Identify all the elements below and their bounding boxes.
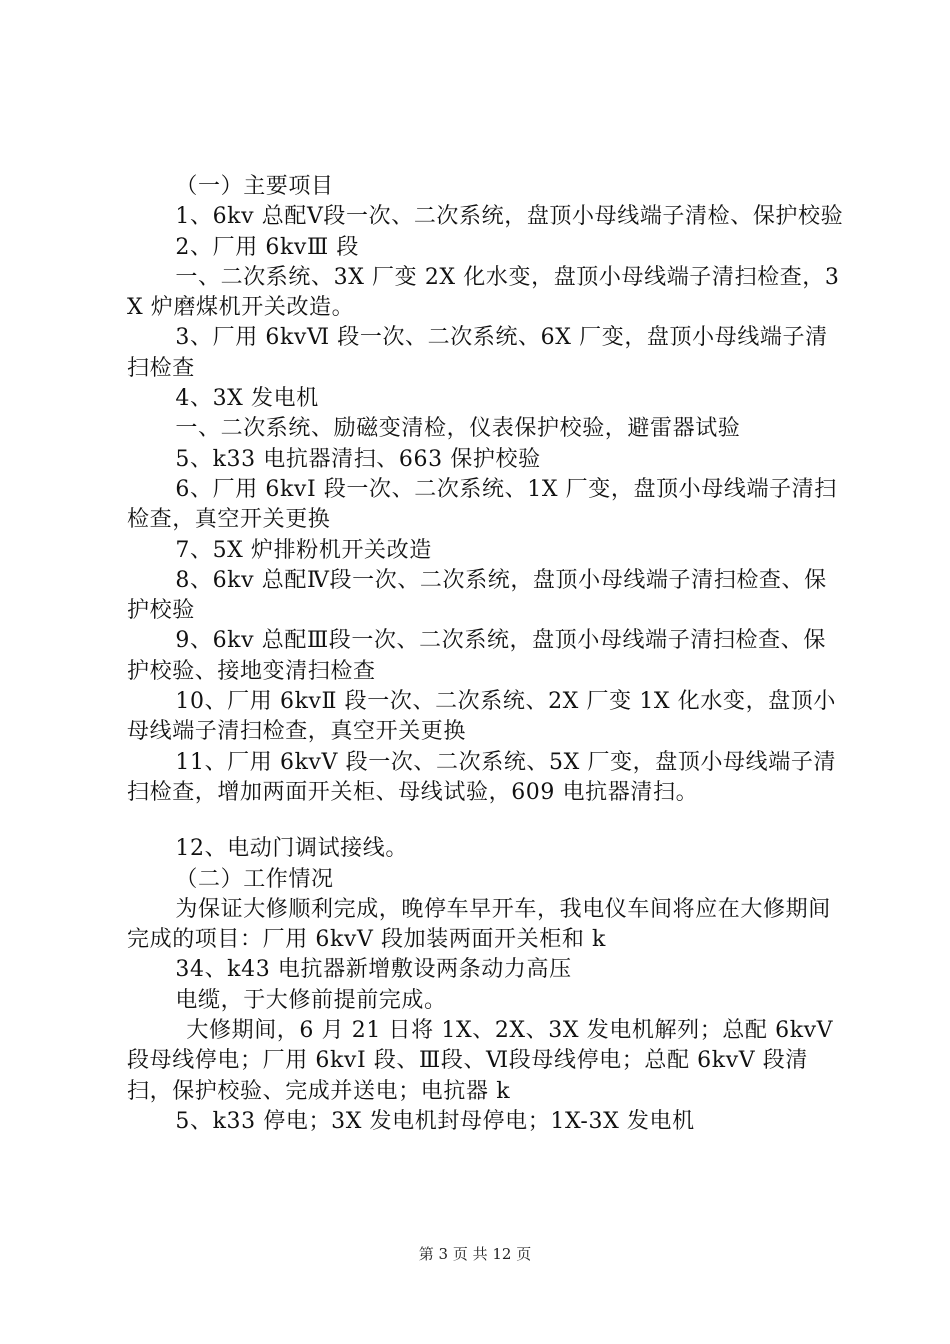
- item-1: 1、6kv 总配Ⅴ段一次、二次系统，盘顶小母线端子清检、保护校验: [175, 204, 844, 230]
- section-heading-main-items: （一）主要项目: [175, 174, 334, 199]
- item-10: 10、厂用 6kvⅡ 段一次、二次系统、2X 厂变 1X 化水变，盘顶小母线端子清扫检查，真空开关更换: [127, 689, 836, 745]
- item-5: 5、k33 电抗器清扫、663 保护校验: [175, 446, 541, 472]
- item-9: 9、6kv 总配Ⅲ段一次、二次系统，盘顶小母线端子清扫检查、保护校验、接地变清扫检查: [127, 628, 826, 684]
- item-6: 6、厂用 6kvⅠ 段一次、二次系统、1X 厂变，盘顶小母线端子清扫检查，真空开关更换: [127, 476, 837, 533]
- paragraph-gap: [127, 808, 847, 834]
- document-body: [127, 172, 847, 1137]
- item-2-detail: 一、二次系统、3X 厂变 2X 化水变，盘顶小母线端子清扫检查，3X 炉磨煤机开关改造。: [127, 264, 840, 321]
- item-12: 12、电动门调试接线。: [175, 836, 408, 862]
- item-8: 8、6kv 总配Ⅳ段一次、二次系统，盘顶小母线端子清扫检查、保护校验: [127, 567, 827, 624]
- work-status-paragraph-4: 大修期间，6 月 21 日将 1X、2X、3X 发电机解列；总配 6kvⅤ 段母线停电；厂用 6kvⅠ 段、Ⅲ段、Ⅵ段母线停电；总配 6kvⅤ 段清扫，保护校验、完成并送电；电抗器 k: [127, 1018, 834, 1104]
- work-status-paragraph-3: 电缆，于大修前提前完成。: [175, 987, 447, 1013]
- item-4-detail: 一、二次系统、励磁变清检，仪表保护校验，避雷器试验: [175, 416, 741, 442]
- work-status-paragraph-1: 为保证大修顺利完成，晚停车早开车，我电仪车间将应在大修期间完成的项目：厂用 6kvⅤ 段加装两面开关柜和 k: [127, 896, 831, 953]
- work-status-paragraph-5: 5、k33 停电；3X 发电机封母停电；1X-3X 发电机: [175, 1108, 695, 1134]
- section-heading-work-status: （二）工作情况: [175, 866, 334, 892]
- item-7: 7、5X 炉排粉机开关改造: [175, 537, 432, 563]
- item-11: 11、厂用 6kvⅤ 段一次、二次系统、5X 厂变，盘顶小母线端子清扫检查，增加两面开关柜、母线试验，609 电抗器清扫。: [127, 749, 837, 805]
- item-3: 3、厂用 6kvⅥ 段一次、二次系统、6X 厂变，盘顶小母线端子清扫检查: [127, 325, 828, 381]
- item-4: 4、3X 发电机: [175, 386, 319, 412]
- work-status-paragraph-2: 34、k43 电抗器新增敷设两条动力高压: [175, 957, 572, 983]
- page-footer: 第 3 页 共 12 页: [418, 1245, 532, 1263]
- item-2: 2、厂用 6kvⅢ 段: [175, 234, 359, 260]
